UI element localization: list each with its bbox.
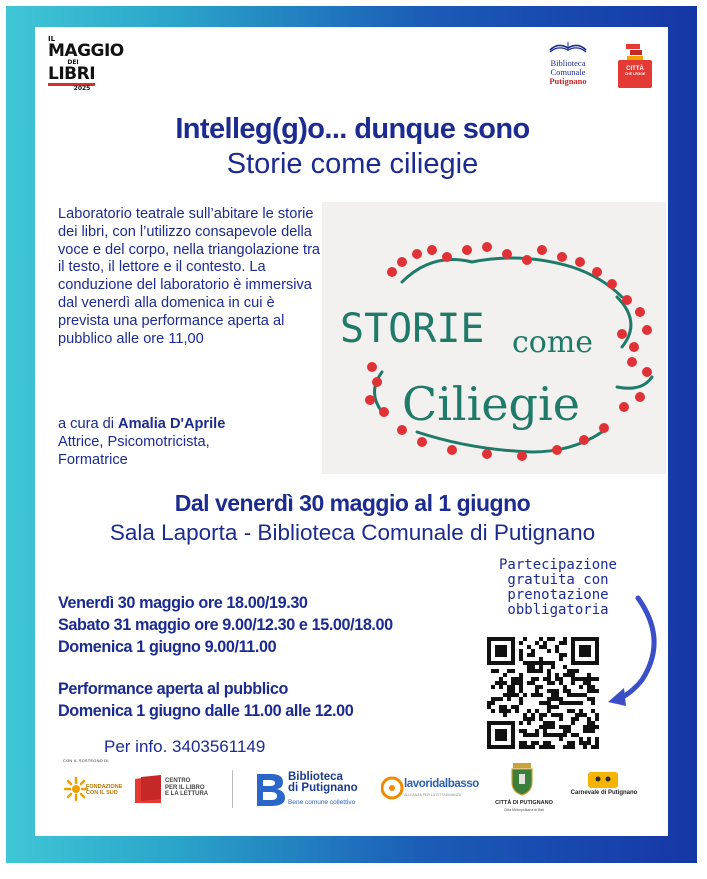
biblioteca-comunale-logo xyxy=(538,38,598,96)
cepell-text: CENTRO xyxy=(165,778,191,784)
logo-text: Putignano xyxy=(549,75,587,86)
artwork-word: Ciliegie xyxy=(402,377,580,431)
event-venue: Sala Laporta - Biblioteca Comunale di Putignano xyxy=(109,520,596,545)
participation-text: obbligatoria xyxy=(507,602,609,618)
participation-text: gratuita con xyxy=(507,572,609,588)
schedule-item: Sabato 31 maggio ore 9.00/12.30 e 15.00/18.00 xyxy=(58,616,393,634)
logo-text: IL xyxy=(48,35,56,43)
participation-text: prenotazione xyxy=(507,587,609,603)
citta-che-legge-logo xyxy=(618,42,652,88)
curator-name: Amalia D'Aprile xyxy=(118,416,226,432)
logo-text: Comunale xyxy=(550,66,586,77)
maggio-dei-libri-logo xyxy=(48,35,124,102)
biblioteca-putignano-label xyxy=(288,772,358,794)
curator-block xyxy=(58,416,318,469)
contact-info: Per info. 3403561149 xyxy=(104,737,266,756)
citta-putignano-label: CITTÀ DI PUTIGNANO xyxy=(495,800,553,806)
curved-arrow-icon xyxy=(590,590,665,710)
logo-text: Biblioteca xyxy=(550,57,586,68)
schedule-item: Venerdì 30 maggio ore 18.00/19.30 xyxy=(58,594,308,612)
citta-sub: Città Metropolitana di Bari xyxy=(503,808,545,812)
cepell-label xyxy=(165,778,208,798)
event-title: Intelleg(g)o... dunque sono xyxy=(175,113,530,145)
biblioteca-text: Biblioteca xyxy=(288,771,343,783)
city-crest-icon xyxy=(509,762,535,796)
biblioteca-tagline: Bene comune collettivo xyxy=(288,799,356,806)
artwork-image xyxy=(322,202,666,474)
cepell-text: PER IL LIBRO xyxy=(165,784,205,791)
logo-text: CITTÀ xyxy=(626,66,644,72)
logo-text: DEI xyxy=(67,59,79,66)
logo-text: MAGGIO xyxy=(48,41,124,61)
sponsor-divider xyxy=(232,770,233,808)
lavori-sub: ALLEANZA PER LA CITTADINANZA xyxy=(404,793,462,797)
lavori-label: lavoridalbasso xyxy=(404,778,479,790)
performance-title: Performance aperta al pubblico xyxy=(58,680,288,698)
participation-text: Partecipazione xyxy=(498,557,617,573)
performance-block xyxy=(58,678,353,722)
artwork-word: STORIE xyxy=(340,306,485,352)
citta-badge xyxy=(618,60,652,88)
schedule-item: Domenica 1 giugno 9.00/11.00 xyxy=(58,638,277,656)
book-icon xyxy=(546,38,590,54)
cepell-text: E LA LETTURA xyxy=(165,791,209,798)
description-paragraph xyxy=(58,206,328,348)
logo-text: LIBRI xyxy=(48,64,96,84)
fondazione-label: FONDAZIONE CON IL SUD xyxy=(86,784,123,796)
artwork-word: come xyxy=(512,325,594,360)
event-dates: Dal venerdì 30 maggio al 1 giugno xyxy=(174,490,531,516)
curator-prefix: a cura di xyxy=(58,416,119,432)
support-label: CON IL SOSTEGNO DI xyxy=(63,758,109,763)
biblioteca-text: di Putignano xyxy=(288,782,358,794)
curator-roles: Formatrice xyxy=(58,451,128,468)
performance-time: Domenica 1 giugno dalle 11.00 alle 12.00 xyxy=(58,702,354,720)
schedule-list xyxy=(58,592,393,658)
carnevale-label: Carnevale di Putignano xyxy=(570,790,638,796)
logo-text: CHE LEGGE xyxy=(624,71,646,76)
logo-text: 2025 xyxy=(73,85,91,92)
curator-roles: Attrice, Psicomotricista, xyxy=(58,433,210,450)
description-text: Laboratorio teatrale sull’abitare le storie dei libri, con l’utilizzo consapevole della voce e del corpo, nella triangolazione tra il testo, il lettore e il contesto. La conduzione del laboratorio è immersiva dal venerdì alla domenica in cui è prevista una performance aperta al pubblico alle ore 11,00 xyxy=(58,206,321,347)
event-subtitle: Storie come ciliegie xyxy=(226,148,479,180)
qr-code-icon[interactable] xyxy=(487,637,599,749)
